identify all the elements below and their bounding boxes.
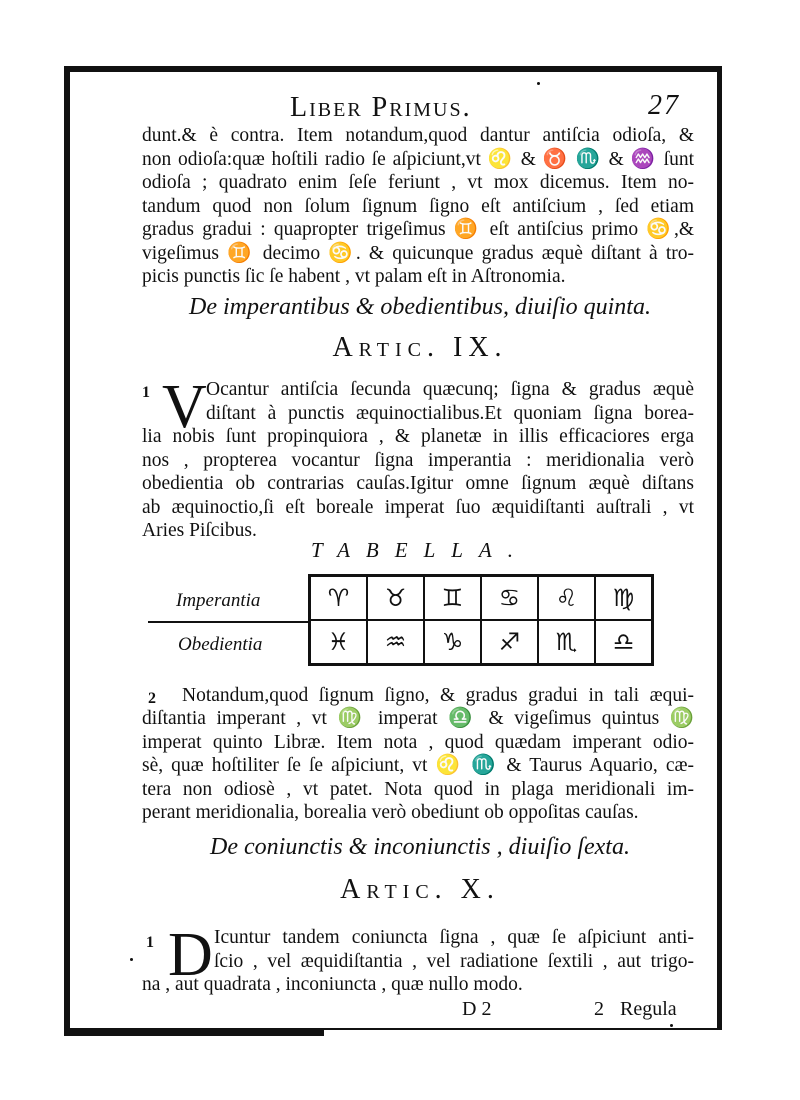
catchword-number: 2 bbox=[594, 998, 604, 1020]
text-line: diſtant à punctis æquinoctialibus.Et quoniam ſigna borea- bbox=[206, 402, 694, 424]
text-line: tera non odiosè , vt patet. Nota quod in plaga meridionali im- bbox=[142, 778, 694, 800]
text-line: picis punctis ſic ſe habent , vt palam eſt in Aſtronomia. bbox=[142, 266, 566, 287]
section-heading-5: De imperantibus & obedientibus, diuiſio quinta. bbox=[189, 294, 651, 320]
paragraph-text bbox=[182, 684, 694, 708]
section-heading-6: De coniunctis & inconiunctis , diuiſio ſexta. bbox=[210, 834, 630, 860]
text-line: Aries Piſcibus. bbox=[142, 520, 257, 541]
ink-speck bbox=[537, 82, 540, 85]
text-line: odioſa ; quadrato enim ſeſe feriunt , vt mox dicemus. Item no- bbox=[142, 172, 694, 193]
cancer-icon: ♋ bbox=[481, 576, 538, 621]
drop-cap: V bbox=[162, 373, 207, 441]
virgo-icon: ♍ bbox=[595, 576, 653, 621]
paragraph-text bbox=[214, 926, 694, 973]
text-line: diſtantia imperant , vt ♍ imperat ♎ & vigeſimus quintus ♍ bbox=[142, 708, 694, 729]
text-line: perant meridionalia, borealia verò obediunt ob oppoſitas cauſas. bbox=[142, 802, 639, 823]
aries-icon: ♈ bbox=[310, 576, 368, 621]
running-title: Liber Primus. bbox=[290, 92, 472, 123]
scorpio-icon: ♏ bbox=[538, 620, 595, 665]
leo-icon: ♌ bbox=[538, 576, 595, 621]
ink-speck bbox=[670, 1024, 673, 1027]
libra-icon: ♎ bbox=[595, 620, 653, 665]
text-line: obedientia ob contrarias cauſas.Igitur omne ſignum æquè diſtans bbox=[142, 473, 694, 494]
paragraph-continued bbox=[142, 124, 694, 289]
text-line: tandum quod non ſolum ſignum ſigno eſt antiſcium , ſed etiam bbox=[142, 195, 694, 217]
catchword: Regula bbox=[620, 998, 677, 1020]
capricorn-icon: ♑ bbox=[424, 620, 481, 665]
drop-cap: D bbox=[168, 921, 213, 989]
text-line: non odioſa:quæ hoſtili radio ſe aſpiciunt,vt ♌ & ♉ ♏ & ♒ ſunt bbox=[142, 148, 694, 170]
text-line: na , aut quadrata , inconiuncta , quæ nullo modo. bbox=[142, 974, 523, 995]
pisces-icon: ♓ bbox=[310, 620, 368, 665]
taurus-icon: ♉ bbox=[367, 576, 424, 621]
text-line: dunt.& è contra. Item notandum,quod dantur antiſcia odioſa, & bbox=[142, 125, 694, 146]
paragraph-number: 1 bbox=[142, 384, 150, 401]
paragraph-number: 2 bbox=[148, 690, 156, 707]
text-line: lia nobis ſunt propinquiora , & planetæ in illis efficaciores erga bbox=[142, 426, 694, 447]
article-heading-10: Artic. X. bbox=[340, 874, 500, 905]
signs-table bbox=[308, 574, 654, 666]
table-rule bbox=[148, 621, 308, 623]
page-number: 27 bbox=[648, 90, 680, 121]
row-label-imperantia: Imperantia bbox=[176, 590, 261, 611]
signature-mark: D 2 bbox=[462, 998, 492, 1020]
text-line: Ocantur antiſcia ſecunda quæcunq; ſigna & gradus æquè bbox=[206, 379, 694, 400]
paragraph-text bbox=[142, 425, 694, 543]
table-row-obedientia bbox=[310, 620, 653, 665]
paragraph-text bbox=[206, 378, 694, 425]
text-line: Notandum,quod ſignum ſigno, & gradus gradui in tali æqui- bbox=[182, 685, 694, 706]
paragraph-number: 1 bbox=[146, 934, 154, 951]
text-line: ſcio , vel æquidiſtantia , vel radiatione ſextili , aut trigo- bbox=[214, 950, 694, 972]
text-line: nos , propterea vocantur ſigna imperantia : meridionalia verò bbox=[142, 449, 694, 471]
aquarius-icon: ♒ bbox=[367, 620, 424, 665]
text-line: gradus gradui : quapropter trigeſimus ♊ eſt antiſcius primo ♋,& bbox=[142, 219, 694, 240]
paragraph-text bbox=[142, 973, 694, 997]
running-head bbox=[290, 92, 680, 124]
table-title: TABELLA. bbox=[310, 538, 530, 562]
ink-speck bbox=[130, 958, 133, 961]
article-heading-9: Artic. IX. bbox=[332, 332, 508, 363]
paragraph-text bbox=[142, 707, 694, 825]
table-row-imperantia bbox=[310, 576, 653, 621]
gemini-icon: ♊ bbox=[424, 576, 481, 621]
text-line: imperat quinto Libræ. Item nota , quod quædam imperant odio- bbox=[142, 731, 694, 753]
row-label-obedientia: Obedientia bbox=[178, 634, 263, 655]
text-line: Icuntur tandem coniuncta ſigna , quæ ſe aſpiciunt anti- bbox=[214, 927, 694, 948]
text-line: vigeſimus ♊ decimo ♋. & quicunque gradus æquè diſtant à tro- bbox=[142, 242, 694, 264]
text-line: sè, quæ hoſtiliter ſe ſe aſpiciunt, vt ♌ ♏ & Taurus Aquario, cæ- bbox=[142, 755, 694, 776]
text-line: ab æquinoctio,ſi eſt boreale imperat ſuo æquidiſtanti auſtrali , vt bbox=[142, 496, 694, 518]
sagittarius-icon: ♐ bbox=[481, 620, 538, 665]
